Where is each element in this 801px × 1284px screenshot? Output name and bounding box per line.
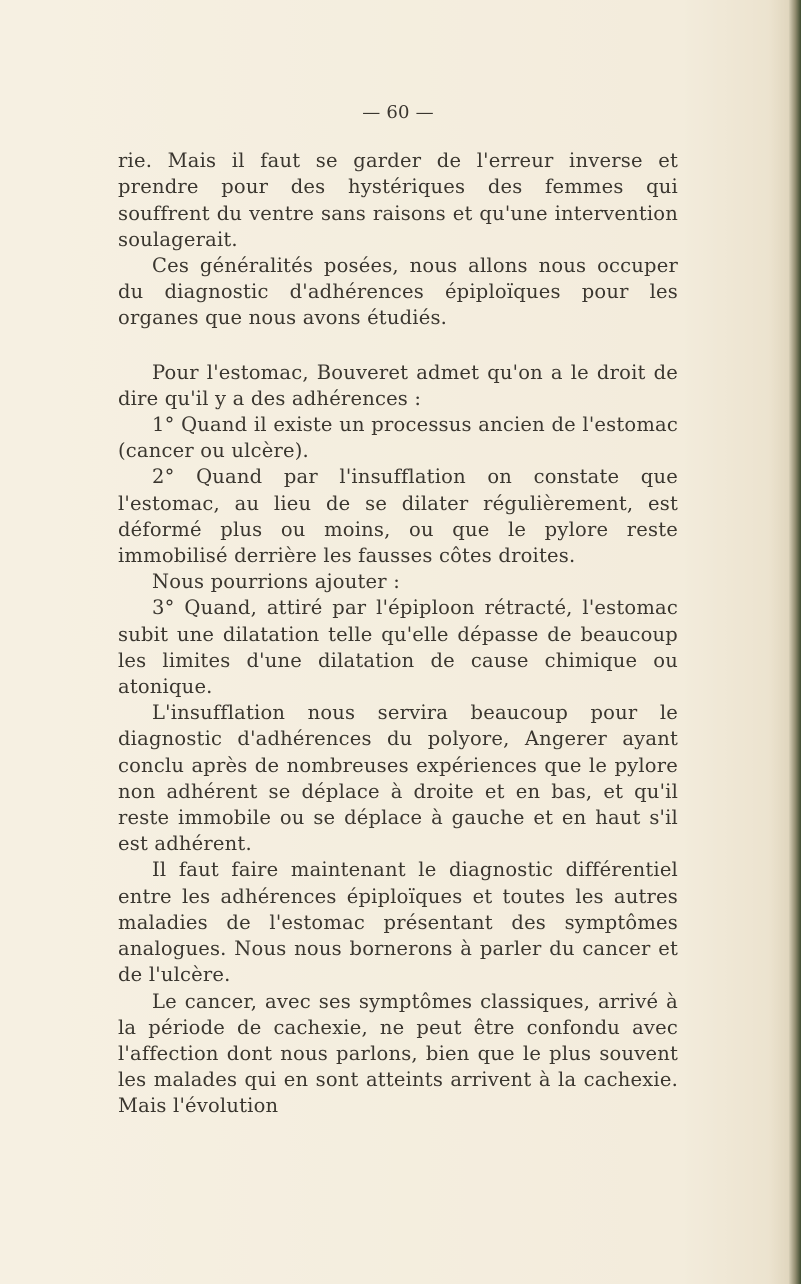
page-number: — 60 — (362, 102, 434, 123)
page-edge (789, 0, 801, 1284)
page-text (118, 100, 678, 1120)
paragraph-8: L'insufflation nous servira beaucoup pour le diagnostic d'adhérences du polyore, Angerer ayant conclu après de nombreuses expériences que le pylore non adhérent se déplace à droite et en bas, et qu'il reste immobile ou se déplace à gauche et en haut s'il est adhérent. (118, 701, 678, 856)
paragraph-2: Ces généralités posées, nous allons nous occuper du diagnostic d'adhérences épiploïques pour les organes que nous avons étudiés. (118, 254, 678, 330)
paragraph-4: 1° Quand il existe un processus ancien de l'estomac (cancer ou ulcère). (118, 413, 678, 463)
paragraph-5: 2° Quand par l'insufflation on constate que l'estomac, au lieu de se dilater régulièrement, est déformé plus ou moins, ou que le pylore reste immobilisé derrière les fausses côtes droites. (118, 465, 678, 568)
paragraph-3: Pour l'estomac, Bouveret admet qu'on a le droit de dire qu'il y a des adhérences : (118, 360, 678, 410)
paragraph-10: Le cancer, avec ses symptômes classiques, arrivé à la période de cachexie, ne peut être confondu avec l'affection dont nous parlons, bien que le plus souvent les malades qui en sont atteints arrivent à la cachexie. Mais l'évolution (118, 989, 678, 1118)
paragraph-9: Il faut faire maintenant le diagnostic différentiel entre les adhérences épiploïques et toutes les autres maladies de l'estomac présentant des symptômes analogues. Nous nous bornerons à parler du cancer et de l'ulcère. (118, 858, 678, 987)
paragraph-7: 3° Quand, attiré par l'épiploon rétracté, l'estomac subit une dilatation telle qu'elle dépasse de beaucoup les limites d'une dilatation de cause chimique ou atonique. (118, 596, 678, 699)
paragraph-6: Nous pourrions ajouter : (152, 570, 400, 594)
paragraph-1: rie. Mais il faut se garder de l'erreur inverse et prendre pour des hystériques des femmes qui souffrent du ventre sans raisons et qu'une intervention soulagerait. (118, 149, 678, 251)
